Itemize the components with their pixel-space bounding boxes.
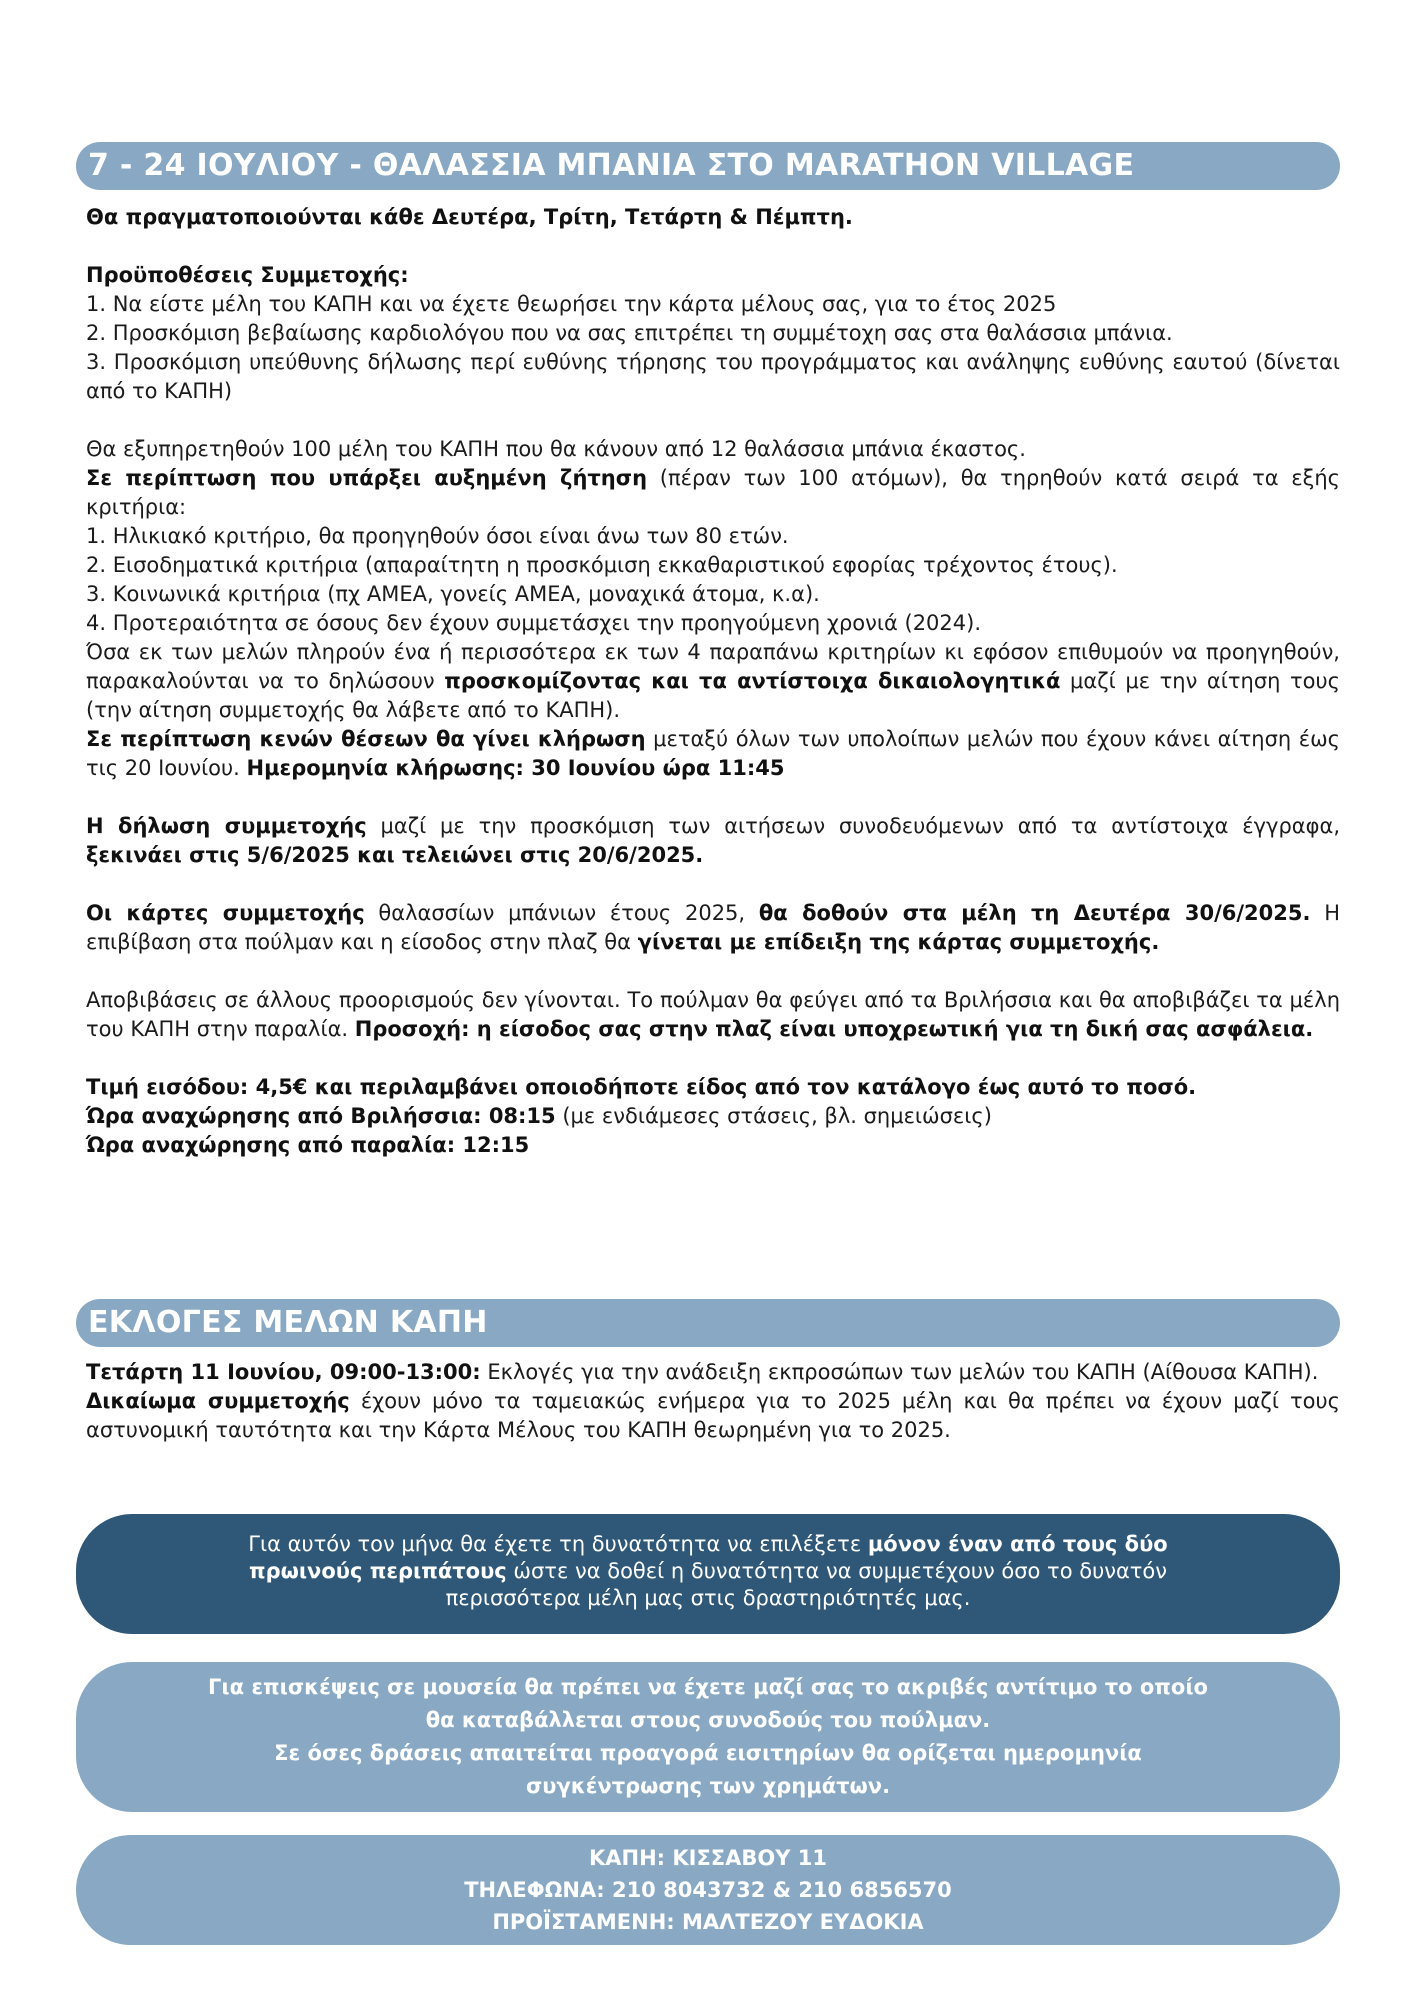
cards-rest: θαλασσίων μπάνιων έτους 2025, [364, 901, 759, 925]
criterion-item: 3. Κοινωνικά κριτήρια (πχ ΑΜΕΑ, γονείς ΑΜΕΑ, μοναχικά άτομα, κ.α). [86, 582, 820, 606]
elections-body [86, 1358, 1340, 1445]
elections-date-rest: Εκλογές για την ανάδειξη εκπροσώπων των μελών του ΚΑΠΗ (Αίθουσα ΚΑΠΗ). [480, 1360, 1319, 1384]
notice-museums [76, 1662, 1340, 1812]
demand-paragraph [86, 464, 1340, 522]
sea-baths-body [86, 203, 1340, 1160]
prerequisite-item: 1. Να είστε μέλη του ΚΑΠΗ και να έχετε θεωρήσει την κάρτα μέλους σας, για το έτος 2025 [86, 292, 1057, 316]
criterion-item: 4. Προτεραιότητα σε όσους δεν έχουν συμμετάσχει την προηγούμενη χρονιά (2024). [86, 611, 982, 635]
prerequisites-heading [86, 261, 1340, 290]
contact-manager: ΠΡΟΪΣΤΑΜΕΝΗ: ΜΑΛΤΕΖΟΥ ΕΥΔΟΚΙΑ [492, 1910, 924, 1934]
criteria-note-part-2: μαζί με την αίτηση τους (την αίτηση συμμετοχής θα λάβετε από το ΚΑΠΗ). [86, 669, 1340, 722]
notice-walks-text [196, 1531, 1220, 1612]
cards-end: γίνεται με επίδειξη της κάρτας συμμετοχής. [637, 930, 1160, 954]
demand-rest: (πέραν των 100 ατόμων), θα τηρηθούν κατά σειρά τα εξής κριτήρια: [86, 466, 1341, 519]
criteria-note-bold: προσκομίζοντας και τα αντίστοιχα δικαιολογητικά [444, 669, 1061, 693]
departure-bold: Ώρα αναχώρησης από Βριλήσσια: 08:15 [86, 1104, 556, 1128]
section-title-elections: ΕΚΛΟΓΕΣ ΜΕΛΩΝ ΚΑΠΗ [76, 1299, 1340, 1347]
declaration-rest: μαζί με την προσκόμιση των αιτήσεων συνοδευόμενων από τα αντίστοιχα έγγραφα, [366, 814, 1341, 838]
return-text: Ώρα αναχώρησης από παραλία: 12:15 [86, 1133, 530, 1157]
schedule-line [86, 203, 1340, 232]
elections-right-rest: έχουν μόνο τα ταμειακώς ενήμερα για το 2025 μέλη και θα πρέπει να έχουν μαζί τους αστυνομική ταυτότητα και την Κάρτα Μέλους του ΚΑΠΗ θεωρημένη για το 2025. [86, 1389, 1341, 1442]
notice-walks-bold: μόνον έναν από τους δύο πρωινούς περιπάτους [248, 1532, 1168, 1583]
cards-bold: Οι κάρτες συμμετοχής [86, 901, 365, 925]
capacity-text: Θα εξυπηρετηθούν 100 μέλη του ΚΑΠΗ που θα κάνουν από 12 θαλάσσια μπάνια έκαστος. [86, 437, 1026, 461]
lottery-rest: μεταξύ όλων των υπολοίπων μελών που έχουν κάνει αίτηση έως τις 20 Ιουνίου. [86, 727, 1340, 780]
schedule-text: Θα πραγματοποιούνται κάθε Δευτέρα, Τρίτη, Τετάρτη & Πέμπτη. [86, 205, 853, 229]
prerequisites-title: Προϋποθέσεις Συμμετοχής: [86, 263, 409, 287]
price-text: Τιμή εισόδου: 4,5€ και περιλαμβάνει οποιοδήποτε είδος από τον κατάλογο έως αυτό το ποσό. [86, 1075, 1197, 1099]
departure-line [86, 1102, 1340, 1131]
notice-walks [76, 1514, 1340, 1634]
dropoff-bold: Προσοχή: η είσοδος σας στην πλαζ είναι υποχρεωτική για τη δική σας ασφάλεια. [354, 1017, 1314, 1041]
cards-rest-2: Η επιβίβαση στα πούλμαν και η είσοδος στην πλαζ θα [86, 901, 1340, 954]
prerequisite-item: 2. Προσκόμιση βεβαίωσης καρδιολόγου που να σας επιτρέπει τη συμμέτοχη σας στα θαλάσσια μπάνια. [86, 321, 1173, 345]
demand-bold: Σε περίπτωση που υπάρξει αυξημένη ζήτηση [86, 466, 648, 490]
elections-right-paragraph [86, 1387, 1340, 1445]
elections-right-bold: Δικαίωμα συμμετοχής [86, 1389, 350, 1413]
price-line [86, 1073, 1340, 1102]
notice-museums-line-1: Για επισκέψεις σε μουσεία θα πρέπει να έχετε μαζί σας το ακριβές αντίτιμο το οποίο θα καταβάλλεται στους συνοδούς του πούλμαν. [208, 1675, 1208, 1732]
contact-phones: ΤΗΛΕΦΩΝΑ: 210 8043732 & 210 6856570 [464, 1878, 952, 1902]
notice-walks-part-2: ώστε να δοθεί η δυνατότητα να συμμετέχουν όσο το δυνατόν περισσότερα μέλη μας στις δραστηριότητές μας. [445, 1559, 1168, 1610]
notice-museums-line-2: Σε όσες δράσεις απαιτείται προαγορά εισιτηρίων θα ορίζεται ημερομηνία συγκέντρωσης των χρημάτων. [274, 1741, 1142, 1798]
return-line [86, 1131, 1340, 1160]
cards-paragraph [86, 899, 1340, 957]
prerequisite-item: 3. Προσκόμιση υπεύθυνης δήλωσης περί ευθύνης τήρησης του προγράμματος και ανάληψης ευθύνης εαυτού (δίνεται από το ΚΑΠΗ) [86, 350, 1340, 403]
lottery-paragraph [86, 725, 1340, 783]
cards-date: θα δοθούν στα μέλη τη Δευτέρα 30/6/2025. [758, 901, 1311, 925]
criterion-item: 1. Ηλικιακό κριτήριο, θα προηγηθούν όσοι είναι άνω των 80 ετών. [86, 524, 789, 548]
declaration-paragraph [86, 812, 1340, 870]
notice-walks-part-1: Για αυτόν τον μήνα θα έχετε τη δυνατότητα να επιλέξετε [248, 1532, 868, 1556]
contact-box [76, 1835, 1340, 1945]
criteria-note [86, 638, 1340, 725]
elections-date-paragraph [86, 1358, 1340, 1387]
criteria-note-part-1: Όσα εκ των μελών πληρούν ένα ή περισσότερα εκ των 4 παραπάνω κριτηρίων κι εφόσον επιθυμούν να προηγηθούν, παρακαλούνται να το δηλώσουν [86, 640, 1340, 693]
declaration-dates: ξεκινάει στις 5/6/2025 και τελειώνει στις 20/6/2025. [86, 843, 704, 867]
elections-date: Τετάρτη 11 Ιουνίου, 09:00-13:00: [86, 1360, 481, 1384]
section-title-sea-baths: 7 - 24 ΙΟΥΛΙΟΥ - ΘΑΛΑΣΣΙΑ ΜΠΑΝΙΑ ΣΤΟ MARATHON VILLAGE [76, 142, 1340, 190]
lottery-bold: Σε περίπτωση κενών θέσεων θα γίνει κλήρωση [86, 727, 646, 751]
departure-rest: (με ενδιάμεσες στάσεις, βλ. σημειώσεις) [555, 1104, 992, 1128]
dropoff-paragraph [86, 986, 1340, 1044]
lottery-date: Ημερομηνία κλήρωσης: 30 Ιουνίου ώρα 11:45 [246, 756, 785, 780]
contact-address: ΚΑΠΗ: ΚΙΣΣΑΒΟΥ 11 [588, 1846, 827, 1870]
dropoff-text: Αποβιβάσεις σε άλλους προορισμούς δεν γίνονται. Το πούλμαν θα φεύγει από τα Βριλήσσια και θα αποβιβάζει τα μέλη του ΚΑΠΗ στην παραλία. [86, 988, 1340, 1041]
criterion-item: 2. Εισοδηματικά κριτήρια (απαραίτητη η προσκόμιση εκκαθαριστικού εφορίας τρέχοντος έτους). [86, 553, 1118, 577]
declaration-bold: Η δήλωση συμμετοχής [86, 814, 367, 838]
